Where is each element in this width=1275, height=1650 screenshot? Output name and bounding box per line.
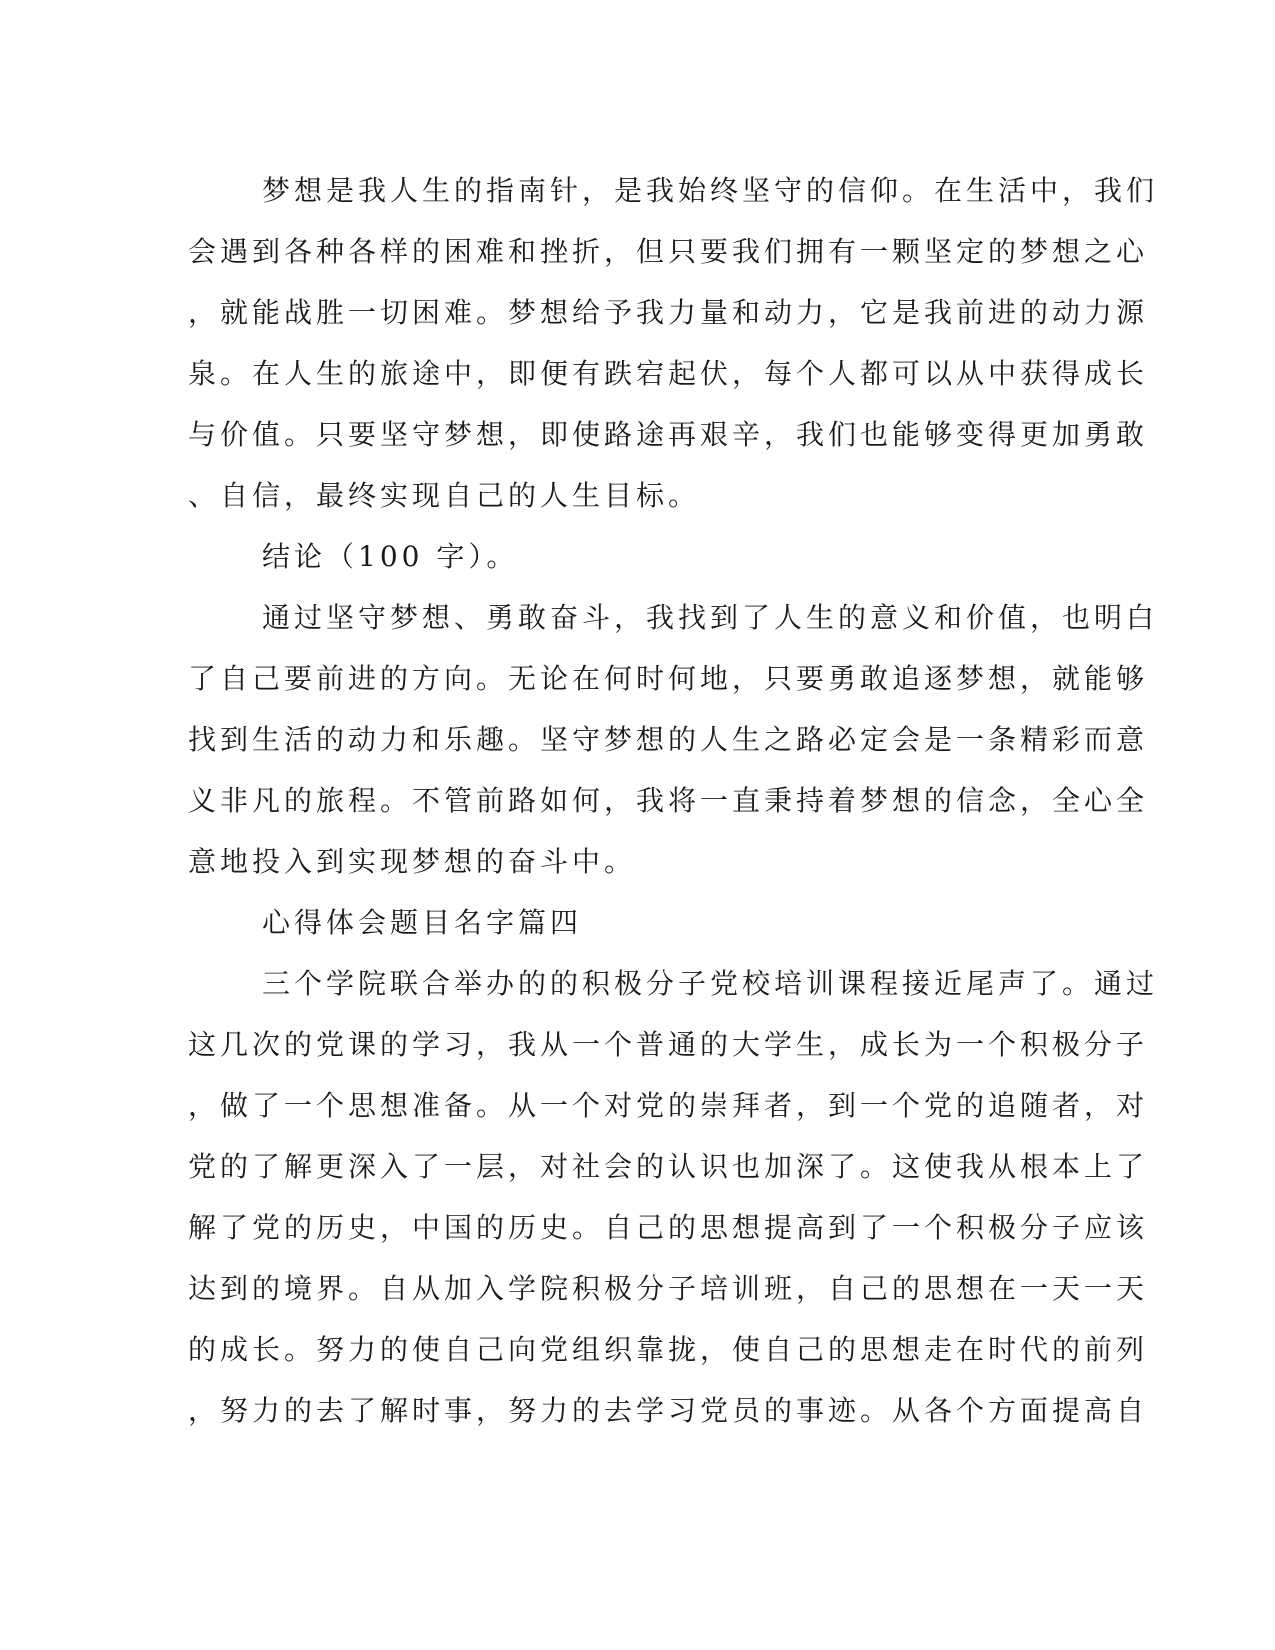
paragraph-line: 通过坚守梦想、勇敢奋斗，我找到了人生的意义和价值，也明白 (262, 601, 1159, 634)
paragraph-line: 意地投入到实现梦想的奋斗中。 (188, 845, 637, 878)
paragraph-line: ，努力的去了解时事，努力的去学习党员的事迹。从各个方面提高自 (188, 1394, 1149, 1427)
paragraph-line: 、自信，最终实现自己的人生目标。 (188, 479, 701, 512)
paragraph-line: 梦想是我人生的指南针，是我始终坚守的信仰。在生活中，我们 (262, 174, 1159, 207)
paragraph-line: 与价值。只要坚守梦想，即使路途再艰辛，我们也能够变得更加勇敢 (188, 418, 1149, 451)
paragraph-line: 的成长。努力的使自己向党组织靠拢，使自己的思想走在时代的前列 (188, 1333, 1149, 1366)
paragraph-line: 会遇到各种各样的困难和挫折，但只要我们拥有一颗坚定的梦想之心 (188, 235, 1149, 268)
section-heading-part-four: 心得体会题目名字篇四 (262, 906, 583, 939)
paragraph-line: 泉。在人生的旅途中，即便有跌宕起伏，每个人都可以从中获得成长 (188, 357, 1149, 390)
paragraph-line: 达到的境界。自从加入学院积极分子培训班，自己的思想在一天一天 (188, 1272, 1149, 1305)
section-heading-conclusion: 结论（100 字）。 (262, 540, 519, 573)
paragraph-line: 党的了解更深入了一层，对社会的认识也加深了。这使我从根本上了 (188, 1150, 1149, 1183)
paragraph-line: ，就能战胜一切困难。梦想给予我力量和动力，它是我前进的动力源 (188, 296, 1149, 329)
paragraph-line: 这几次的党课的学习，我从一个普通的大学生，成长为一个积极分子 (188, 1028, 1149, 1061)
paragraph-line: 了自己要前进的方向。无论在何时何地，只要勇敢追逐梦想，就能够 (188, 662, 1149, 695)
paragraph-line: 解了党的历史，中国的历史。自己的思想提高到了一个积极分子应该 (188, 1211, 1149, 1244)
document-body (188, 160, 1159, 1441)
paragraph-line: 找到生活的动力和乐趣。坚守梦想的人生之路必定会是一条精彩而意 (188, 723, 1149, 756)
paragraph-line: 三个学院联合举办的的积极分子党校培训课程接近尾声了。通过 (262, 967, 1159, 1000)
paragraph-line: 义非凡的旅程。不管前路如何，我将一直秉持着梦想的信念，全心全 (188, 784, 1149, 817)
paragraph-line: ，做了一个思想准备。从一个对党的崇拜者，到一个党的追随者，对 (188, 1089, 1149, 1122)
